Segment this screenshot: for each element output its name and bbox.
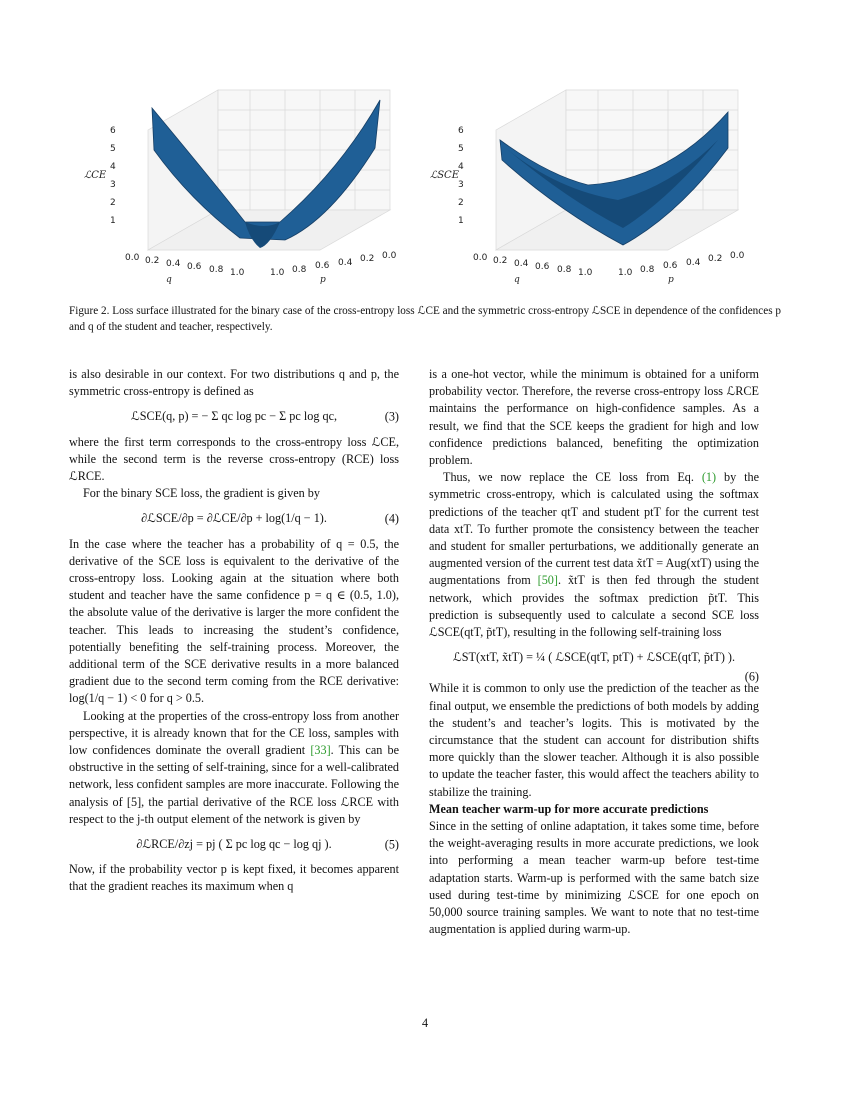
equation-body: ∂ℒSCE/∂p = ∂ℒCE/∂p + log(1/q − 1). [141, 511, 327, 526]
paragraph: In the case where the teacher has a probability of q = 0.5, the derivative of the SCE loss is equivalent to the derivative of the cross-entropy loss. Looking again at the situation where both student and teacher have the same confidence p = q ∈ (0.5, 1.0), the absolute value of the derivative is larger the more confident the teacher. This leads to increasing the student’s confidence, potentially benefiting the self-training process. Moreover, the additional term of the SCE derivative results in a more balanced gradient due to the second term coming from the RCE derivative: log(1/q − 1) < 0 for q > 0.5. [69, 536, 399, 706]
p-tick: 0.8 [640, 265, 655, 275]
q-tick: 0.4 [514, 259, 529, 269]
paragraph [429, 469, 759, 641]
z-tick: 4 [458, 162, 464, 172]
equation-number: (3) [384, 409, 399, 424]
figure-caption: Figure 2. Loss surface illustrated for the binary case of the cross-entropy loss ℒCE and the symmetric cross-entropy ℒSCE in dependence of the confidences p and q of the student and teacher, respectively. [69, 305, 781, 333]
equation-body: ℒSCE(q, p) = − Σ qc log pc − Σ pc log qc, [130, 409, 338, 424]
equation-number: (6) [744, 669, 759, 684]
p-tick: 1.0 [618, 268, 633, 278]
paragraph: For the binary SCE loss, the gradient is given by [83, 486, 320, 501]
q-axis-label: q [514, 275, 520, 285]
z-tick: 6 [458, 126, 464, 136]
q-tick: 1.0 [578, 268, 593, 278]
equation-3 [69, 408, 399, 425]
z-tick: 6 [110, 126, 116, 136]
page-number: 4 [421, 1016, 429, 1030]
p-tick: 0.2 [360, 254, 375, 264]
p-tick: 0.0 [730, 251, 745, 261]
equation-4 [69, 510, 399, 527]
equation-link[interactable]: (1) [701, 470, 717, 485]
p-axis-label: p [668, 275, 674, 285]
z-tick: 5 [458, 144, 464, 154]
text-run: Thus, we now replace the CE loss from Eq. [443, 470, 702, 485]
z-tick: 5 [110, 144, 116, 154]
z-tick: 3 [110, 180, 116, 190]
z-axis-label: ℒSCE [430, 170, 460, 181]
figure-2 [0, 0, 850, 295]
p-tick: 0.0 [382, 251, 397, 261]
equation-number: (4) [384, 511, 399, 526]
q-axis-label: q [166, 275, 172, 285]
plot-sce-surface [418, 0, 758, 295]
citation-link[interactable]: [50] [537, 573, 558, 588]
p-tick: 0.8 [292, 265, 307, 275]
paragraph: Since in the setting of online adaptation, it takes some time, before the weight-averaging results in more accurate predictions, we look into performing a mean teacher warm-up before test-time adaptation starts. Warm-up is performed with the same batch size used during test-time by minimizing ℒSCE for one epoch on 50,000 source training samples. We want to note that no test-time augmentation is applied during warm-up. [429, 819, 759, 937]
q-tick: 0.6 [535, 262, 550, 272]
z-tick: 2 [458, 198, 464, 208]
paragraph: While it is common to only use the prediction of the teacher as the final output, we ensemble the predictions of both models by adding the student’s and teacher’s logits. This is motivated by the circumstance that the student can account for distribution shifts more quickly than the slower teacher. Although it is also possible to update the teacher faster, this would affect the teachers ability to stabilize the training. [429, 681, 759, 799]
q-tick: 0.2 [493, 256, 508, 266]
z-tick: 1 [110, 216, 116, 226]
paragraph: Now, if the probability vector p is kept fixed, it becomes apparent that the gradient reaches its maximum when q [69, 862, 399, 894]
equation-body: ∂ℒRCE/∂zj = pj ( Σ pc log qc − log qj ). [136, 837, 332, 852]
q-tick: 0.8 [557, 265, 572, 275]
z-tick: 2 [110, 198, 116, 208]
p-tick: 0.2 [708, 254, 723, 264]
paragraph: where the first term corresponds to the cross-entropy loss ℒCE, while the second term is the reverse cross-entropy (RCE) loss ℒRCE. [69, 434, 399, 484]
z-tick: 1 [458, 216, 464, 226]
p-tick: 0.4 [686, 258, 701, 268]
equation-6 [429, 649, 759, 684]
citation-link[interactable]: [5] [126, 794, 142, 809]
text-run: by the symmetric cross-entropy, which is calculated using the softmax predictions of the teacher qtT and student ptT for the current test data xtT. To further promote the consistency between the teacher and student for smaller perturbations, we additionally generate an augmented version of the current test data x̃tT = Aug(xtT) using the augmentations from [429, 470, 759, 588]
p-axis-label: p [320, 275, 326, 285]
paragraph: is also desirable in our context. For two distributions q and p, the symmetric cross-entropy is defined as [69, 367, 399, 399]
plot-ce-surface [70, 0, 410, 295]
equation-5 [69, 836, 399, 853]
z-axis-label: ℒCE [84, 170, 107, 181]
citation-link[interactable]: [33] [310, 743, 331, 758]
equation-number: (5) [384, 837, 399, 852]
q-tick: 0.2 [145, 256, 160, 266]
paragraph: is a one-hot vector, while the minimum is obtained for a uniform probability vector. Therefore, the reverse cross-entropy loss ℒRCE maintains the performance on high-confidence samples. As a result, we find that the SCE keeps the gradient for high and low confidence predictions balanced, benefiting the optimization problem. [429, 367, 759, 468]
q-tick: 0.4 [166, 259, 181, 269]
paragraph [69, 708, 399, 828]
p-tick: 0.6 [315, 261, 330, 271]
z-tick: 3 [458, 180, 464, 190]
left-column [69, 366, 399, 896]
text-run: , the partial derivative of the RCE loss ℒRCE with respect to the j-th output element of the network is given by [69, 794, 400, 826]
q-tick: 0.0 [473, 253, 488, 263]
p-tick: 1.0 [270, 268, 285, 278]
text-run: Looking at the properties of the cross-entropy loss from another perspective, it is already known that for the CE loss, samples with low confidences dominate the overall gradient [69, 708, 399, 758]
section-heading: Mean teacher warm-up for more accurate predictions [429, 801, 709, 816]
q-tick: 1.0 [230, 268, 245, 278]
text-run: . x̃tT is then fed through the student network, which provides the softmax prediction p̃tT. This prediction is subsequently used to calculate a second SCE loss ℒSCE(qtT, p̃tT), resulting in the following self-training loss [429, 573, 759, 640]
p-tick: 0.6 [663, 261, 678, 271]
equation-body: ℒST(xtT, x̃tT) = ¼ ( ℒSCE(qtT, ptT) + ℒSCE(qtT, p̃tT) ). [452, 650, 736, 665]
p-tick: 0.4 [338, 258, 353, 268]
q-tick: 0.6 [187, 262, 202, 272]
q-tick: 0.0 [125, 253, 140, 263]
text-run: . This can be obstructive in the setting of self-training, since for a well-calibrated network, less confident samples are more inaccurate. Following the analysis of [69, 743, 399, 809]
right-column [429, 366, 759, 939]
q-tick: 0.8 [209, 265, 224, 275]
z-tick: 4 [110, 162, 116, 172]
